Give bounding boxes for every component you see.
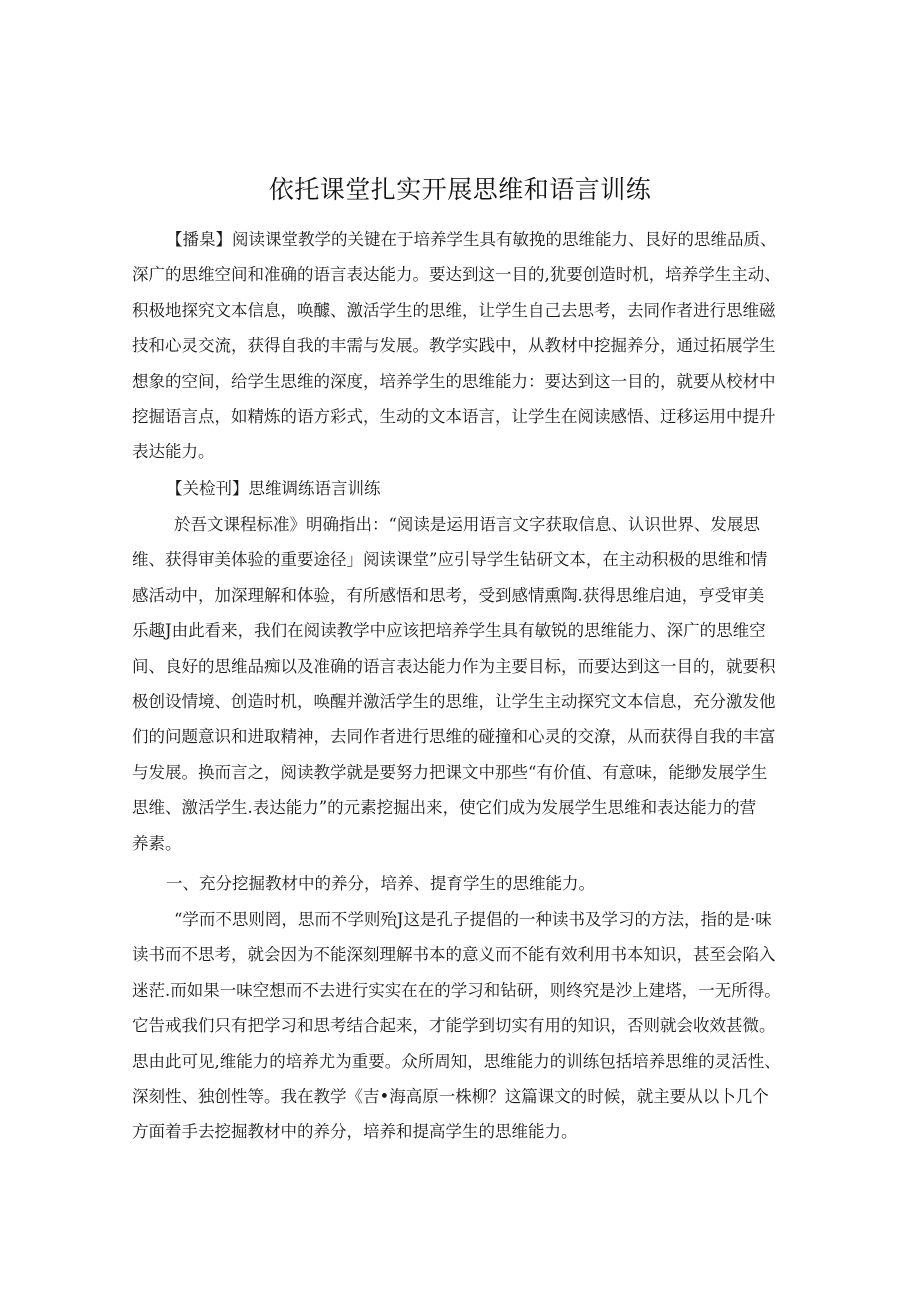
body-line: “学而不思则罔，思而不学则殆J这是孔子提倡的一种读书及学习的方法，指的是·味 (174, 910, 772, 929)
body-line: 们的问题意识和进取精神，去同作者进行思维的碰撞和心灵的交潦，从而获得自我的丰富 (132, 727, 776, 747)
keywords-line: 【关检刊】思维调练语言训练 (166, 479, 381, 498)
body-line: 於吾文课程标准》明确指出：“阅读是运用语言文字获取信息、认识世界、发展思 (174, 515, 760, 534)
body-line: 间、良好的思维品痴以及准确的语言表达能力作为主要目标，而要达到这一目的，就要积 (132, 656, 776, 676)
document-title: 依托课堂扎实开展思维和语言训练 (268, 175, 652, 204)
body-paragraph-2 (132, 902, 794, 1150)
body-line: 感活动中，加深理解和体验，有所感悟和思考，受到感情熏陶.获得思维启迪，亨受审美 (132, 585, 765, 605)
body-line: 乐趣J由此看来，我们在阅读教学中应该把培养学生具有敏锐的思维能力、深广的思维空 (132, 621, 766, 641)
body-line: 迷茫.而如果一味空想而不去进行实实在在的学习和钻研，则终究是沙上建塔，一无所得。 (132, 980, 781, 1000)
abstract-paragraph (132, 222, 794, 470)
abstract-line: 积极地探究文本信息，唤醵、激活学生的思维，让学生自己去思考，去同作者进行思维磁 (132, 300, 776, 320)
section-heading-line: 一、充分挖掘教材中的养分，培养、提育学生的思维能力。 (166, 874, 595, 893)
abstract-line: 表达能力。 (132, 442, 215, 462)
abstract-line: 技和心灵交流，获得自我的丰需与发展。教学实践中，从教材中挖掘养分，通过拓展学生 (132, 336, 776, 356)
body-line: 它告戒我们只有把学习和思考结合起来，才能学到切实有用的知识，否则就会收效甚微。 (132, 1016, 776, 1036)
abstract-line: 【播臬】阅读课堂教学的关键在于培养学生具有敏挽的思维能力、艮好的思维品质、 (166, 230, 777, 249)
body-line: 与发展。换而言之，阅读教学就是要努力把课文中那些“有价值、有意味，能缈发展学生 (132, 762, 768, 782)
body-line: 思维、激活学生.表达能力”的元素挖掘出来，使它们成为发展学生思维和表达能力的营 (132, 798, 757, 818)
keywords-paragraph (132, 471, 794, 506)
section-heading-1 (132, 866, 794, 901)
body-paragraph-1 (132, 507, 794, 861)
body-line: 读书而不思考，就会因为不能深刻理解书本的意义而不能有效利用书本知识，甚至会陷入 (132, 945, 776, 965)
abstract-line: 深广的思维空间和准确的语言表达能力。要达到这一目的,犹要创造时机，培养学生主动、 (132, 265, 781, 285)
body-line: 方面着手去挖掘教材中的养分，培养和提高学生的思维能力。 (132, 1122, 578, 1142)
body-line: 思由此可见,维能力的培养尤为重要。众所周知，思维能力的训练包括培养思维的灵活性、 (132, 1051, 781, 1071)
abstract-line: 挖掘语言点，如精炼的语方彩式，生动的文本语言，让学生在阅读感悟、迂移运用中提升 (132, 406, 776, 426)
body-line: 维、获得审美体验的重要途径」阅读课堂”应引导学生钻研文本，在主动积极的思维和情 (132, 550, 768, 570)
body-line: 极创设情境、创造时机，唤醒并激活学生的思维，让学生主动探究文本信息，充分激发他 (132, 691, 776, 711)
body-line: 深刻性、独创性等。我在教学《吉•海高原一株柳？这篇课文的时候，就主要从以卜几个 (132, 1086, 769, 1106)
abstract-line: 想象的空间，给学生思维的深度，培养学生的思维能力：要达到这一目的，就要从校材中 (132, 371, 776, 391)
body-line: 养素。 (132, 833, 182, 853)
